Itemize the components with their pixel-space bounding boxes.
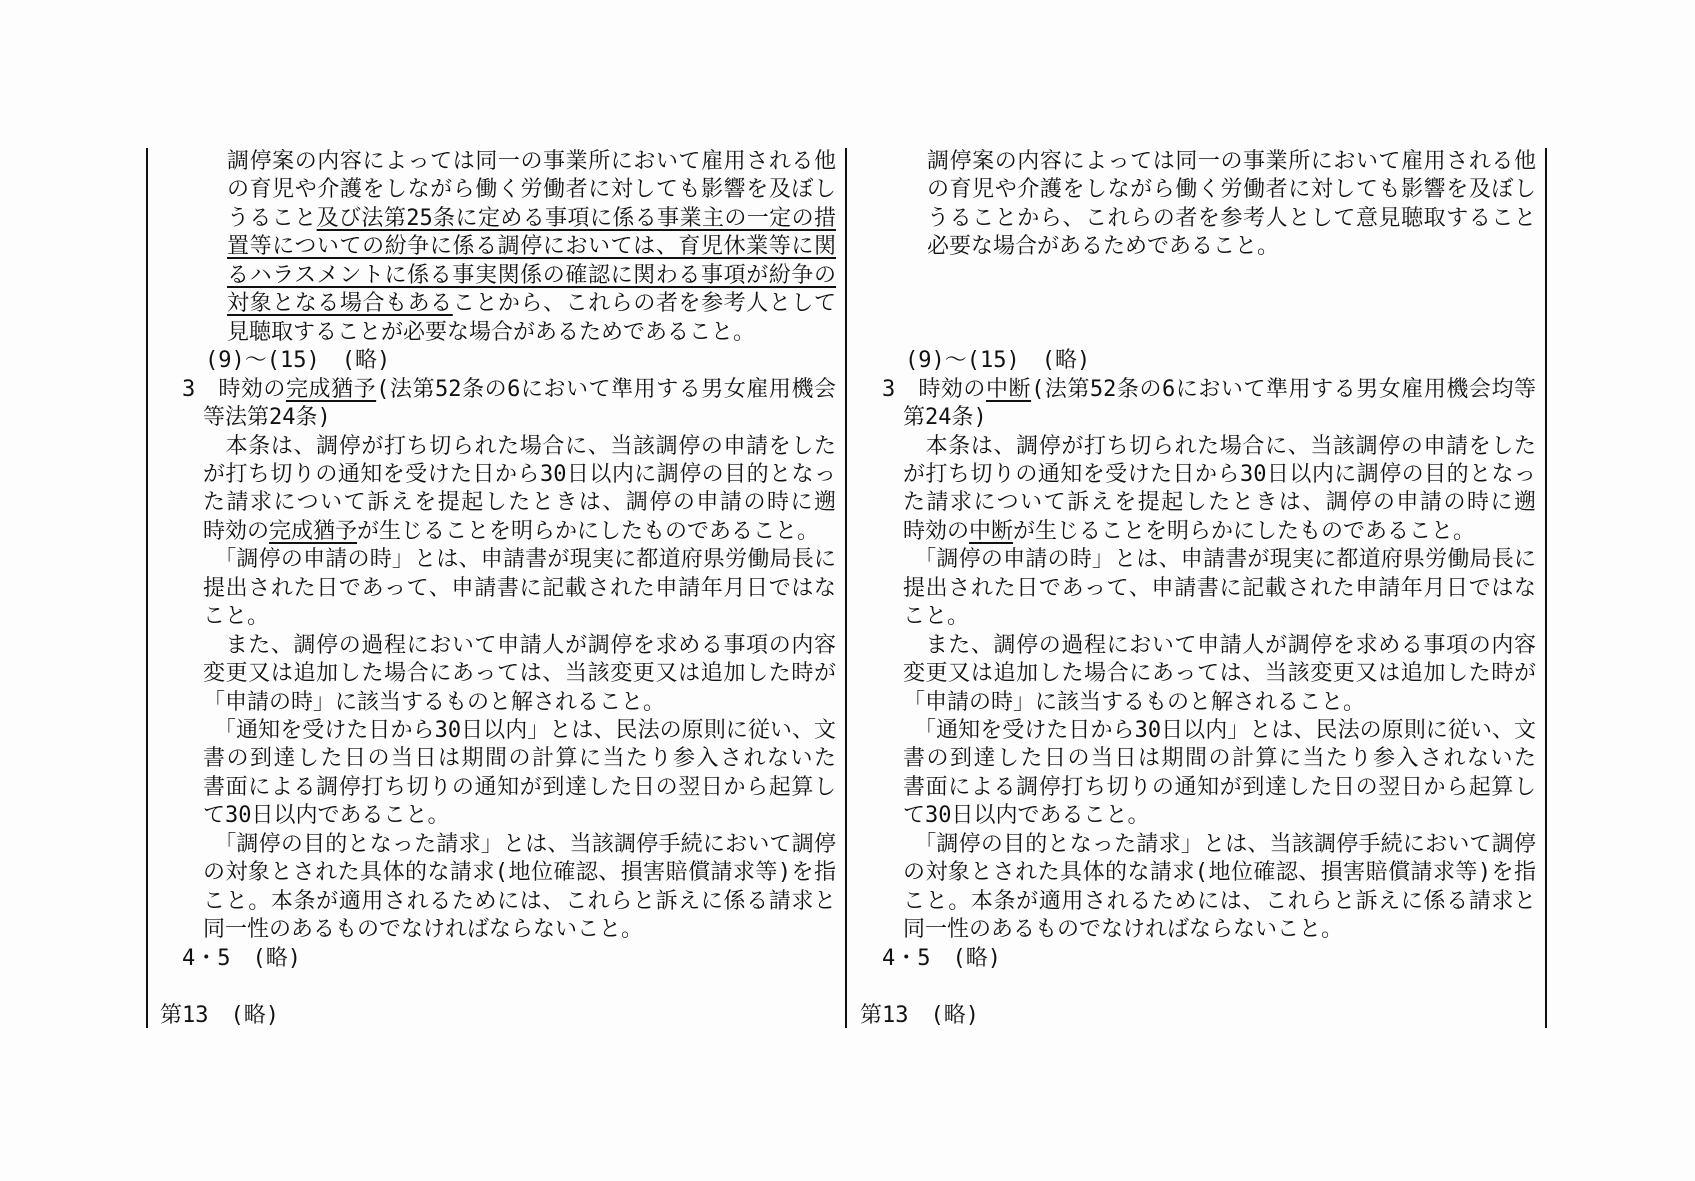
text-segment: て30日以内であること。 — [203, 803, 450, 828]
text-line — [227, 262, 836, 290]
text-line — [882, 376, 1536, 404]
text-line — [203, 888, 836, 916]
text-segment: 書の到達した日の当日は期間の計算に当たり参入されないた — [203, 746, 836, 771]
text-segment: 本条は、調停が打ち切られた場合に、当該調停の申請をした — [225, 434, 836, 459]
text-segment: 「申請の時」に該当するものと解されること。 — [203, 690, 666, 715]
text-line — [203, 632, 836, 660]
text-line — [227, 176, 836, 204]
text-segment: 調停案の内容によっては同一の事業所において雇用される他 — [927, 149, 1536, 174]
text-line — [203, 575, 836, 603]
text-line — [903, 632, 1536, 660]
text-segment: 同一性のあるものでなければならないこと。 — [903, 917, 1344, 942]
text-segment: が打ち切りの通知を受けた日から30日以内に調停の目的となっ — [903, 462, 1536, 487]
text-line — [905, 347, 1090, 375]
text-line — [903, 859, 1536, 887]
text-segment: 必要な場合があるためであること。 — [927, 234, 1280, 259]
text-segment: た請求について訴えを提起したときは、調停の申請の時に遡 — [903, 490, 1536, 515]
underlined-amendment: 完成猶予 — [269, 519, 358, 544]
text-segment: こと。 — [203, 604, 270, 629]
text-segment: 「調停の申請の時」とは、申請書が現実に都道府県労働局長に — [203, 547, 836, 572]
text-line — [227, 319, 755, 347]
text-line — [203, 831, 836, 859]
text-line — [903, 774, 1536, 802]
text-line — [182, 376, 836, 404]
text-segment: の対象とされた具体的な請求(地位確認、損害賠償請求等)を指 — [903, 860, 1536, 885]
text-segment: の育児や介護をしながら働く労働者に対しても影響を及ぼし — [227, 177, 836, 202]
text-line — [903, 546, 1536, 574]
text-line — [903, 404, 987, 432]
text-line — [203, 745, 836, 773]
text-line — [203, 461, 836, 489]
underlined-amendment: 及び法第25条に定める事項に係る事業主の一定の措 — [316, 206, 836, 231]
text-line — [903, 916, 1343, 944]
text-segment: 4・5 (略) — [882, 946, 1001, 971]
text-segment: 調停案の内容によっては同一の事業所において雇用される他 — [227, 149, 836, 174]
text-segment: ことから、これらの者を参考人として — [452, 291, 836, 316]
text-line — [903, 489, 1536, 517]
text-line — [227, 233, 836, 261]
text-segment: 変更又は追加した場合にあっては、当該変更又は追加した時が — [903, 661, 1536, 686]
text-segment: 等法第24条) — [203, 405, 331, 430]
text-segment: 書面による調停打ち切りの通知が到達した日の翌日から起算し — [203, 775, 836, 800]
underlined-amendment: 中断 — [969, 519, 1014, 544]
column-divider-left — [146, 148, 148, 1028]
text-segment: 変更又は追加した場合にあっては、当該変更又は追加した時が — [203, 661, 836, 686]
text-line — [927, 148, 1536, 176]
text-line — [203, 546, 836, 574]
text-segment: 「申請の時」に該当するものと解されること。 — [903, 690, 1366, 715]
text-segment: て30日以内であること。 — [903, 803, 1150, 828]
text-line — [203, 433, 836, 461]
section-heading — [860, 1002, 979, 1030]
text-segment: また、調停の過程において申請人が調停を求める事項の内容 — [925, 633, 1536, 658]
text-line — [203, 660, 836, 688]
text-segment: こと。本条が適用されるためには、これらと訴えに係る請求と — [203, 889, 836, 914]
text-segment: 「通知を受けた日から30日以内」とは、民法の原則に従い、文 — [203, 718, 836, 743]
text-segment: の対象とされた具体的な請求(地位確認、損害賠償請求等)を指 — [203, 860, 836, 885]
text-segment: また、調停の過程において申請人が調停を求める事項の内容 — [225, 633, 836, 658]
text-segment: 書の到達した日の当日は期間の計算に当たり参入されないた — [903, 746, 1536, 771]
text-segment: (法第52条の6において準用する男女雇用機会 — [376, 377, 836, 402]
text-line — [927, 233, 1279, 261]
text-line — [203, 802, 450, 830]
text-segment: こと。本条が適用されるためには、これらと訴えに係る請求と — [903, 889, 1536, 914]
text-line — [227, 205, 836, 233]
text-line — [203, 518, 819, 546]
text-line — [182, 945, 301, 973]
text-line — [203, 717, 836, 745]
text-line — [203, 916, 643, 944]
text-line — [903, 575, 1536, 603]
text-segment: うることから、これらの者を参考人として意見聴取すること — [927, 206, 1536, 231]
text-line — [903, 831, 1536, 859]
text-segment: 提出された日であって、申請書に記載された申請年月日ではな — [203, 576, 836, 601]
text-segment: が生じることを明らかにしたものであること。 — [357, 519, 820, 544]
text-segment: 「調停の目的となった請求」とは、当該調停手続において調停 — [903, 832, 1536, 857]
text-line — [903, 461, 1536, 489]
text-segment: (法第52条の6において準用する男女雇用機会均等 — [1031, 377, 1536, 402]
text-segment: の育児や介護をしながら働く労働者に対しても影響を及ぼし — [927, 177, 1536, 202]
text-segment: うること — [227, 206, 317, 231]
text-line — [203, 489, 836, 517]
text-line — [903, 660, 1536, 688]
text-segment: (9)～(15) (略) — [205, 348, 391, 373]
text-line — [903, 888, 1536, 916]
underlined-amendment: 置等についての紛争に係る調停においては、育児休業等に関 — [227, 234, 836, 259]
text-segment: 「通知を受けた日から30日以内」とは、民法の原則に従い、文 — [903, 718, 1536, 743]
text-segment: 「調停の申請の時」とは、申請書が現実に都道府県労働局長に — [903, 547, 1536, 572]
text-line — [903, 689, 1365, 717]
text-line — [927, 176, 1536, 204]
text-line — [203, 603, 269, 631]
text-line — [227, 148, 836, 176]
text-segment: こと。 — [903, 604, 970, 629]
text-line — [205, 347, 390, 375]
underlined-amendment: るハラスメントに係る事実関係の確認に関わる事項が紛争の — [227, 263, 836, 288]
text-segment: 見聴取することが必要な場合があるためであること。 — [227, 320, 756, 345]
text-segment: 3 時効の — [182, 377, 286, 402]
text-line — [882, 945, 1001, 973]
text-line — [903, 802, 1150, 830]
text-segment: 時効の — [203, 519, 270, 544]
text-segment: 第13 (略) — [860, 1003, 979, 1028]
text-segment: 「調停の目的となった請求」とは、当該調停手続において調停 — [203, 832, 836, 857]
text-segment: 第24条) — [903, 405, 987, 430]
text-segment: 4・5 (略) — [182, 946, 301, 971]
section-heading — [160, 1002, 279, 1030]
text-segment: 本条は、調停が打ち切られた場合に、当該調停の申請をした — [925, 434, 1536, 459]
text-segment: 3 時効の — [882, 377, 986, 402]
column-divider-right — [1545, 148, 1547, 1028]
text-line — [203, 859, 836, 887]
text-line — [903, 518, 1475, 546]
text-segment: た請求について訴えを提起したときは、調停の申請の時に遡 — [203, 490, 836, 515]
text-line — [203, 774, 836, 802]
underlined-amendment: 完成猶予 — [285, 377, 377, 402]
text-segment: 時効の — [903, 519, 970, 544]
text-line — [203, 689, 665, 717]
text-line — [203, 404, 331, 432]
text-segment: 提出された日であって、申請書に記載された申請年月日ではな — [903, 576, 1536, 601]
text-segment: が生じることを明らかにしたものであること。 — [1013, 519, 1476, 544]
text-segment: が打ち切りの通知を受けた日から30日以内に調停の目的となっ — [203, 462, 836, 487]
text-line — [903, 745, 1536, 773]
text-line — [903, 717, 1536, 745]
column-divider-middle — [845, 148, 847, 1028]
text-line — [227, 290, 836, 318]
underlined-amendment: 対象となる場合もある — [227, 291, 453, 316]
text-segment: 同一性のあるものでなければならないこと。 — [203, 917, 644, 942]
underlined-amendment: 中断 — [985, 377, 1032, 402]
text-line — [903, 603, 969, 631]
text-line — [927, 205, 1536, 233]
text-segment: 書面による調停打ち切りの通知が到達した日の翌日から起算し — [903, 775, 1536, 800]
text-segment: (9)～(15) (略) — [905, 348, 1091, 373]
text-segment: 第13 (略) — [160, 1003, 279, 1028]
text-line — [903, 433, 1536, 461]
